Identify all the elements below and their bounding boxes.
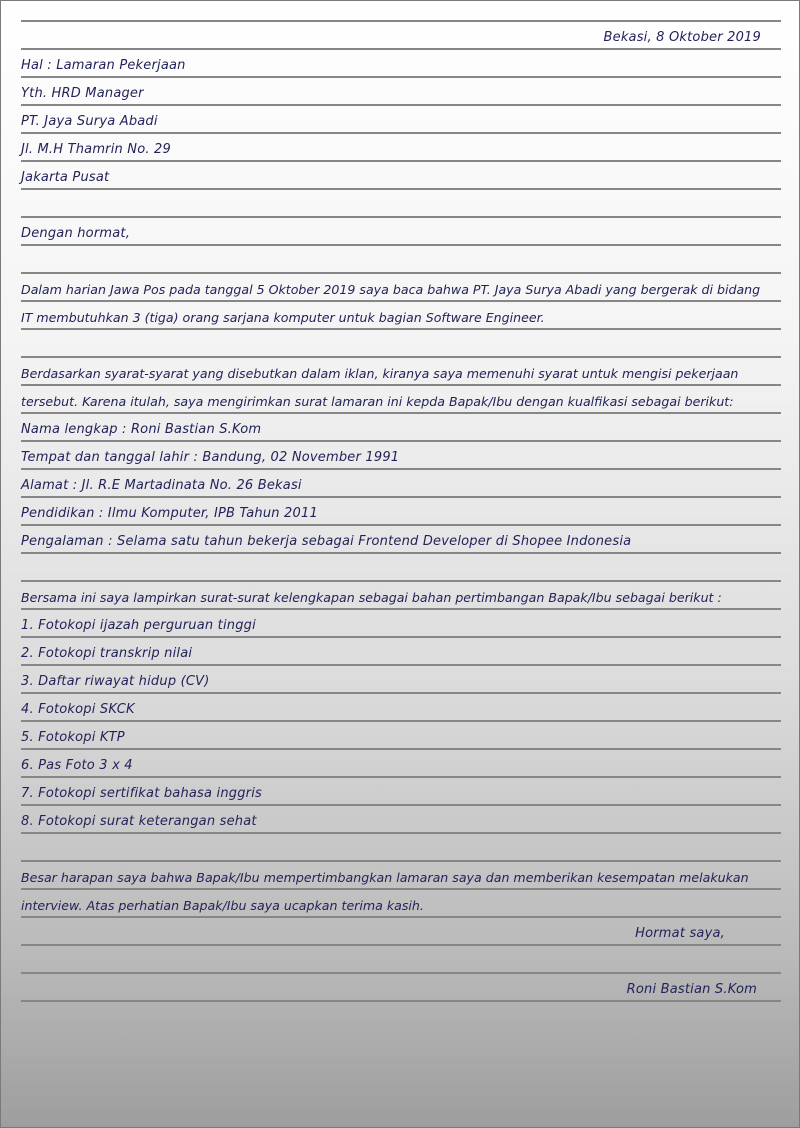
ruled-line bbox=[21, 888, 781, 890]
recipient-line: Yth. HRD Manager bbox=[21, 86, 144, 101]
ruled-line bbox=[21, 76, 781, 78]
attachment-item: 4. Fotokopi SKCK bbox=[21, 702, 135, 717]
letter-subject: Hal : Lamaran Pekerjaan bbox=[21, 58, 186, 73]
ruled-line bbox=[21, 916, 781, 918]
ruled-line bbox=[21, 748, 781, 750]
detail-line: Pengalaman : Selama satu tahun bekerja sebagai Frontend Developer di Shopee Indonesia bbox=[21, 534, 632, 549]
ruled-line bbox=[21, 188, 781, 190]
ruled-line bbox=[21, 664, 781, 666]
ruled-line bbox=[21, 776, 781, 778]
ruled-line bbox=[21, 1000, 781, 1002]
sign-off: Hormat saya, bbox=[635, 926, 725, 941]
letter-date: Bekasi, 8 Oktober 2019 bbox=[603, 30, 761, 45]
attachment-item: 1. Fotokopi ijazah perguruan tinggi bbox=[21, 618, 256, 633]
ruled-line bbox=[21, 832, 781, 834]
detail-line: Pendidikan : Ilmu Komputer, IPB Tahun 2011 bbox=[21, 506, 318, 521]
attachments-intro: Bersama ini saya lampirkan surat-surat kelengkapan sebagai bahan pertimbangan Bapak/Ibu sebagai berikut : bbox=[21, 590, 722, 605]
detail-line: Nama lengkap : Roni Bastian S.Kom bbox=[21, 422, 262, 437]
ruled-line bbox=[21, 944, 781, 946]
greeting: Dengan hormat, bbox=[21, 226, 131, 241]
ruled-line bbox=[21, 244, 781, 246]
ruled-line bbox=[21, 692, 781, 694]
recipient-line: PT. Jaya Surya Abadi bbox=[21, 114, 158, 129]
ruled-line bbox=[21, 972, 781, 974]
recipient-line: Jl. M.H Thamrin No. 29 bbox=[21, 142, 171, 157]
attachment-item: 7. Fotokopi sertifikat bahasa inggris bbox=[21, 786, 263, 801]
ruled-line bbox=[21, 412, 781, 414]
attachment-item: 8. Fotokopi surat keterangan sehat bbox=[21, 814, 257, 829]
ruled-line bbox=[21, 496, 781, 498]
attachment-item: 5. Fotokopi KTP bbox=[21, 730, 125, 745]
ruled-line bbox=[21, 216, 781, 218]
ruled-line bbox=[21, 720, 781, 722]
ruled-line bbox=[21, 160, 781, 162]
detail-line: Tempat dan tanggal lahir : Bandung, 02 November 1991 bbox=[21, 450, 400, 465]
intro-line: Dalam harian Jawa Pos pada tanggal 5 Oktober 2019 saya baca bahwa PT. Jaya Surya Abadi yang bergerak di bidang bbox=[21, 282, 761, 297]
closing-line: Besar harapan saya bahwa Bapak/Ibu mempertimbangkan lamaran saya dan memberikan kesempatan melakukan bbox=[21, 870, 749, 885]
attachment-item: 3. Daftar riwayat hidup (CV) bbox=[21, 674, 210, 689]
signature-name: Roni Bastian S.Kom bbox=[626, 982, 757, 997]
ruled-line bbox=[21, 804, 781, 806]
ruled-line bbox=[21, 300, 781, 302]
ruled-line bbox=[21, 356, 781, 358]
attachment-item: 2. Fotokopi transkrip nilai bbox=[21, 646, 193, 661]
ruled-line bbox=[21, 636, 781, 638]
ruled-line bbox=[21, 272, 781, 274]
ruled-line bbox=[21, 132, 781, 134]
ruled-line bbox=[21, 860, 781, 862]
ruled-line bbox=[21, 608, 781, 610]
intro-line: IT membutuhkan 3 (tiga) orang sarjana komputer untuk bagian Software Engineer. bbox=[21, 310, 545, 325]
ruled-line bbox=[21, 384, 781, 386]
ruled-line bbox=[21, 328, 781, 330]
detail-line: Alamat : Jl. R.E Martadinata No. 26 Bekasi bbox=[21, 478, 302, 493]
recipient-line: Jakarta Pusat bbox=[21, 170, 110, 185]
ruled-line bbox=[21, 468, 781, 470]
ruled-line bbox=[21, 440, 781, 442]
qualification-line: Berdasarkan syarat-syarat yang disebutkan dalam iklan, kiranya saya memenuhi syarat untuk mengisi pekerjaan bbox=[21, 366, 739, 381]
ruled-line bbox=[21, 104, 781, 106]
ruled-line bbox=[21, 524, 781, 526]
ruled-line bbox=[21, 552, 781, 554]
ruled-line bbox=[21, 580, 781, 582]
attachment-item: 6. Pas Foto 3 x 4 bbox=[21, 758, 133, 773]
ruled-line bbox=[21, 48, 781, 50]
closing-line: interview. Atas perhatian Bapak/Ibu saya ucapkan terima kasih. bbox=[21, 898, 424, 913]
ruled-line bbox=[21, 20, 781, 22]
qualification-line: tersebut. Karena itulah, saya mengirimkan surat lamaran ini kepda Bapak/Ibu dengan kualfikasi sebagai berikut: bbox=[21, 394, 734, 409]
